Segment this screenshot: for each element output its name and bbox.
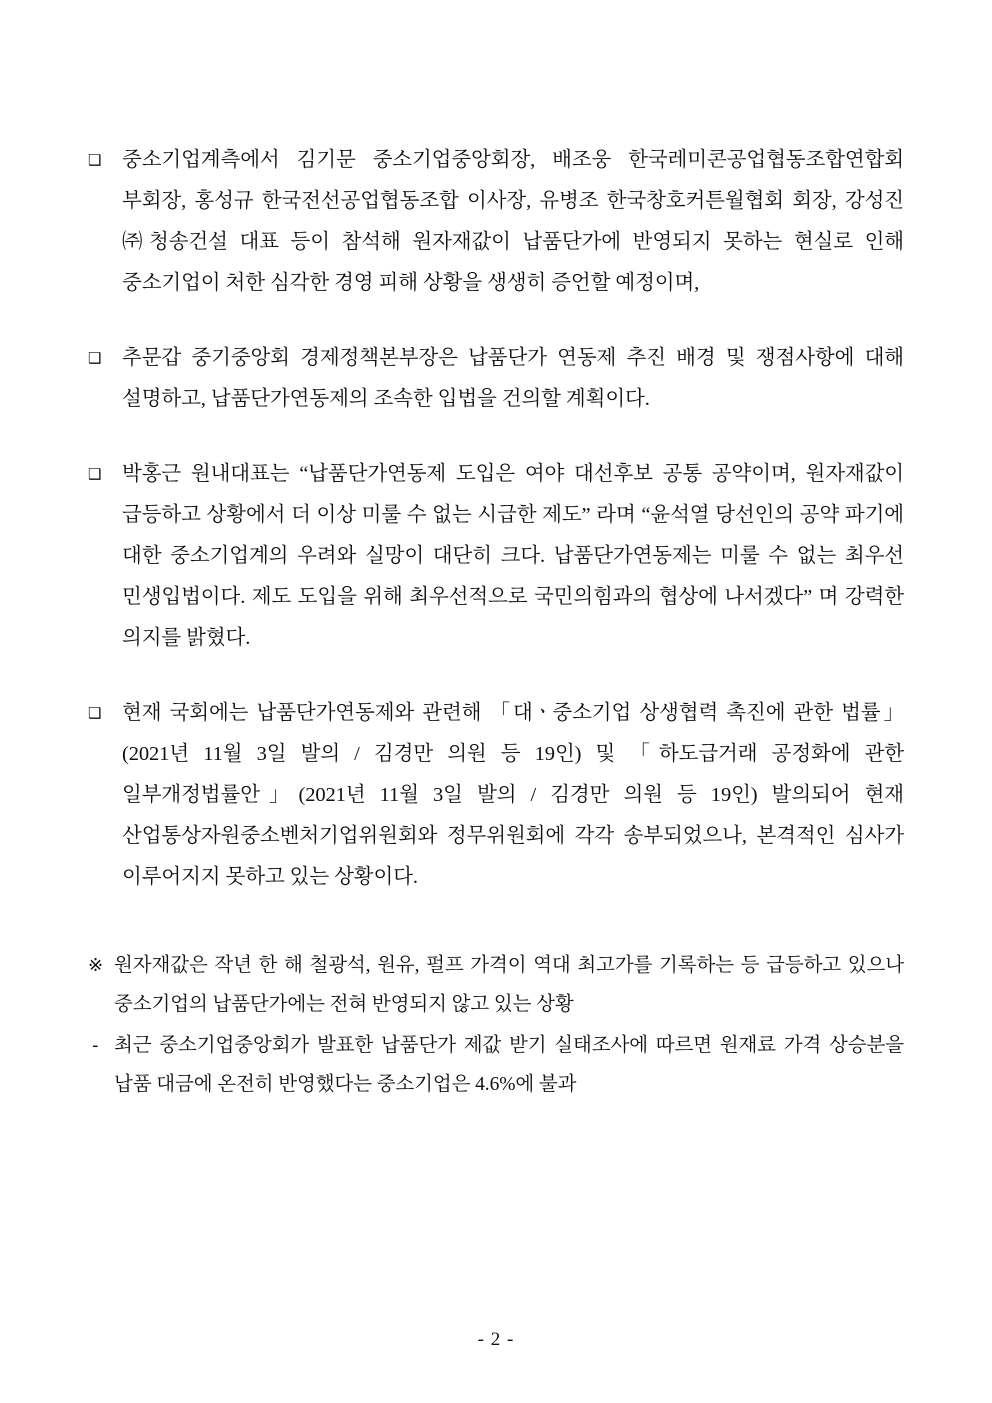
paragraph-text: 박홍근 원내대표는 “납품단가연동제 도입은 여야 대선후보 공통 공약이며, 원자재값이 급등하고 상황에서 더 이상 미룰 수 없는 시급한 제도” 라며 “윤석열 당선인의 공약 파기에 대한 중소기업계의 우려와 실망이 대단히 크다. 납품단가연동제는 미룰 수 없는 최우선 민생입법이다. 제도 도입을 위해 최우선적으로 국민의힘과의 협상에 나서겠다” 며 강력한 의지를 밝혔다. xyxy=(122,463,904,649)
paragraph-text: 추문갑 중기중앙회 경제정책본부장은 납품단가 연동제 추진 배경 및 쟁점사항에 대해 설명하고, 납품단가연동제의 조속한 입법을 건의할 계획이다. xyxy=(122,347,904,410)
section-spacer xyxy=(88,932,904,946)
page-number: - 2 - xyxy=(477,1329,515,1350)
paragraph-body xyxy=(122,454,904,659)
paragraph-block xyxy=(88,693,904,898)
bullet-square-icon: ❑ xyxy=(88,704,102,722)
bullet-square-icon: ❑ xyxy=(88,151,102,169)
paragraph-text: 중소기업계측에서 김기문 중소기업중앙회장, 배조웅 한국레미콘공업협동조합연합회 부회장, 홍성규 한국전선공업협동조합 이사장, 유병조 한국창호커튼월협회 회장, 강성진 ㈜청송건설 대표 등이 참석해 원자재값이 납품단가에 반영되지 못하는 현실로 인해 중소기업이 처한 심각한 경영 피해 상황을 생생히 증언할 예정이며, xyxy=(122,149,904,294)
bullet-square-icon: ❑ xyxy=(88,349,102,367)
paragraph-body xyxy=(122,693,904,898)
bullet-square-icon: ❑ xyxy=(88,465,102,483)
reference-mark-icon: ※ xyxy=(88,955,104,976)
note-block xyxy=(88,1026,904,1104)
dash-marker-icon: - xyxy=(92,1035,99,1056)
note-body xyxy=(114,946,904,1024)
note-text: 원자재값은 작년 한 해 철광석, 원유, 펄프 가격이 역대 최고가를 기록하는 등 급등하고 있으나 중소기업의 납품단가에는 전혀 반영되지 않고 있는 상황 xyxy=(114,955,904,1015)
paragraph-body xyxy=(122,338,904,420)
note-text: 최근 중소기업중앙회가 발표한 납품단가 제값 받기 실태조사에 따르면 원재료 가격 상승분을 납품 대금에 온전히 반영했다는 중소기업은 4.6%에 불과 xyxy=(114,1035,904,1095)
note-body xyxy=(114,1026,904,1104)
paragraph-block xyxy=(88,338,904,420)
note-block xyxy=(88,946,904,1024)
paragraph-block xyxy=(88,140,904,304)
paragraph-text: 현재 국회에는 납품단가연동제와 관련해 「대ㆍ중소기업 상생협력 촉진에 관한 법률」(2021년 11월 3일 발의 / 김경만 의원 등 19인) 및 「하도급거래 공정화에 관한 일부개정법률안」(2021년 11월 3일 발의 / 김경만 의원 등 19인) 발의되어 현재 산업통상자원중소벤처기업위원회와 정무위원회에 각각 송부되었으나, 본격적인 심사가 이루어지지 못하고 있는 상황이다. xyxy=(122,702,904,888)
paragraph-body xyxy=(122,140,904,304)
paragraph-block xyxy=(88,454,904,659)
